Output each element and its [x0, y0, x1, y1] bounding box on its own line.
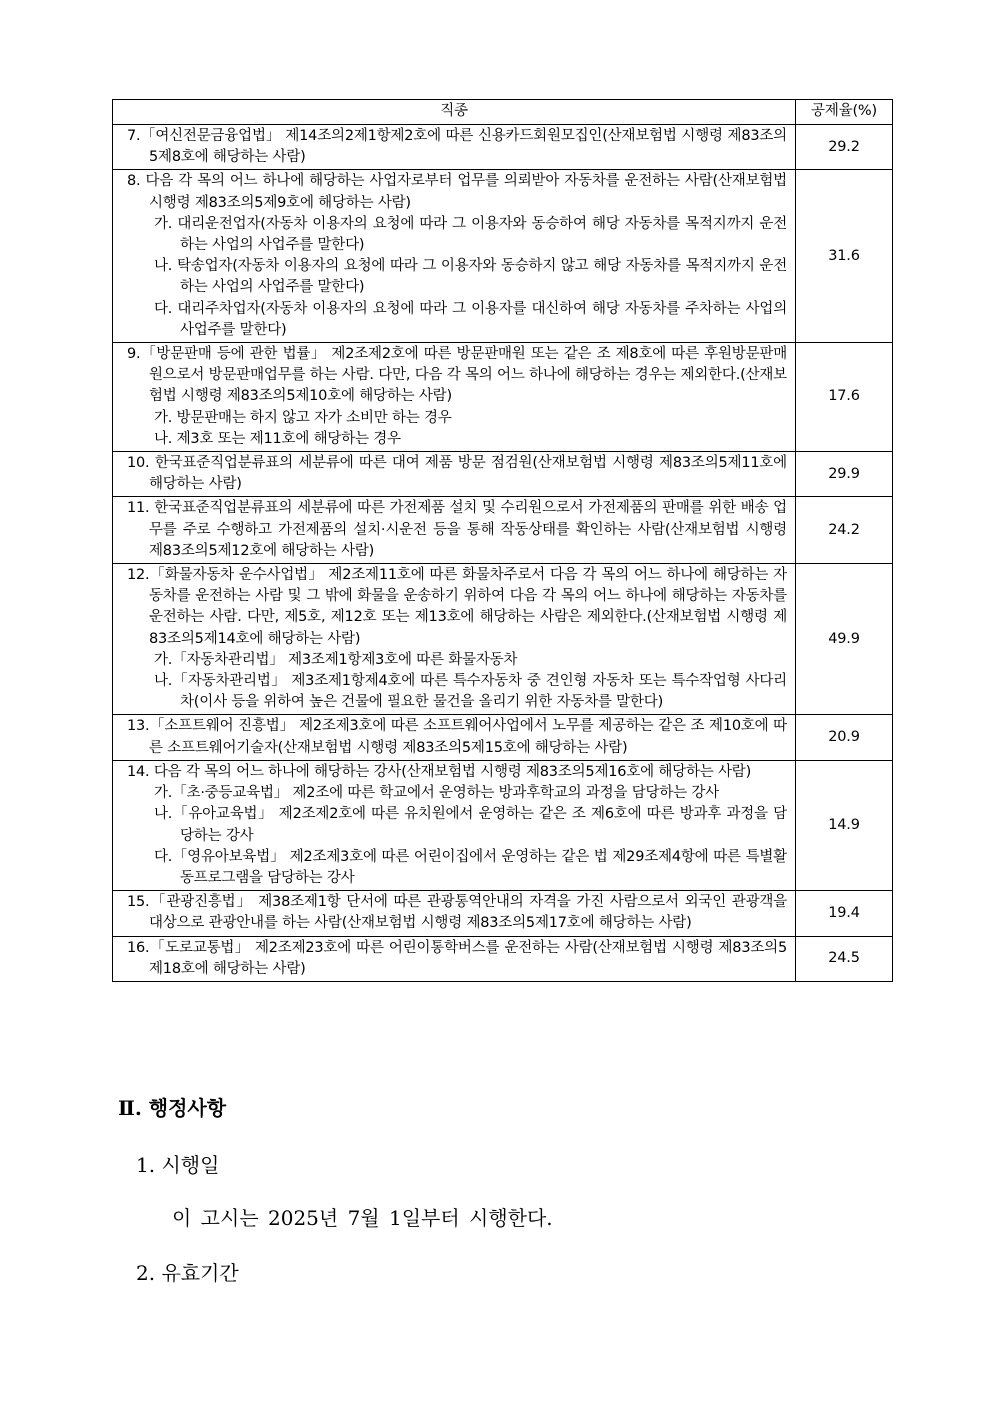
- sub-item: 나. 제3호 또는 제11호에 해당하는 경우: [154, 430, 401, 447]
- occupation-cell: [113, 452, 796, 497]
- table-row: [113, 170, 893, 343]
- deduction-rate-cell: 24.2: [796, 497, 893, 564]
- sub-item: 가. 방문판매는 하지 않고 자가 소비만 하는 경우: [154, 409, 452, 426]
- occupation-cell: [113, 891, 796, 936]
- occupation-cell: [113, 936, 796, 981]
- table-body: [113, 125, 893, 982]
- occupation-description: 16.「도로교통법」 제2조제23호에 따른 어린이통학버스를 운전하는 사람(산재보험법 시행령 제83조의5제18호에 해당하는 사람): [127, 939, 787, 977]
- effective-date-title: 1. 시행일: [136, 1153, 220, 1177]
- occupation-description: 11. 한국표준직업분류표의 세분류에 따른 가전제품 설치 및 수리원으로서 가전제품의 판매를 위한 배송 업무를 주로 수행하고 가전제품의 설치·시운전 등을 통해 작동상태를 확인하는 사람(산재보험법 시행령 제83조의5제12호에 해당하는 사람): [127, 500, 787, 559]
- deduction-rate-cell: 29.9: [796, 452, 893, 497]
- occupation-description: 9.「방문판매 등에 관한 법률」 제2조제2호에 따른 방문판매원 또는 같은 조 제8호에 따른 후원방문판매원으로서 방문판매업무를 하는 사람. 다만, 다음 각 목의 어느 하나에 해당하는 경우는 제외한다.(산재보험법 시행령 제83조의5제10호에 해당하는 사람): [127, 346, 787, 405]
- table-row: [113, 936, 893, 981]
- table-row: [113, 343, 893, 452]
- occupation-rate-table: [112, 99, 893, 982]
- sub-item: 나. 탁송업자(자동차 이용자의 요청에 따라 그 이용자와 동승하지 않고 해당 자동차를 목적지까지 운전하는 사업의 사업주를 말한다): [154, 258, 787, 296]
- effective-date-text: 이 고시는 2025년 7월 1일부터 시행한다.: [172, 1206, 553, 1230]
- table-header-row: [113, 100, 893, 125]
- table-row: [113, 452, 893, 497]
- occupation-cell: [113, 343, 796, 452]
- deduction-rate-cell: 29.2: [796, 125, 893, 170]
- occupation-cell: [113, 497, 796, 564]
- occupation-cell: [113, 170, 796, 343]
- occupation-description: 12.「화물자동차 운수사업법」 제2조제11호에 따른 화물차주로서 다음 각 목의 어느 하나에 해당하는 자동차를 운전하는 사람 및 그 밖에 화물을 운송하기 위하여 다음 각 목의 어느 하나에 해당하는 자동차를 운전하는 사람. 다만, 제5호, 제12호 또는 제13호에 해당하는 사람은 제외한다.(산재보험법 시행령 제83조의5제14호에 해당하는 사람): [127, 567, 787, 647]
- occupation-description: 8. 다음 각 목의 어느 하나에 해당하는 사업자로부터 업무를 의뢰받아 자동차를 운전하는 사람(산재보험법 시행령 제83조의5제9호에 해당하는 사람): [127, 173, 787, 211]
- occupation-cell: [113, 564, 796, 715]
- occupation-description: 7.「여신전문금융업법」 제14조의2제1항제2호에 따른 신용카드회원모집인(산재보험법 시행령 제83조의5제8호에 해당하는 사람): [127, 128, 787, 166]
- sub-item: 다.「영유아보육법」 제2조제3호에 따른 어린이집에서 운영하는 같은 법 제29조제4항에 따른 특별활동프로그램을 담당하는 강사: [154, 848, 787, 886]
- table-row: [113, 564, 893, 715]
- deduction-rate-cell: 14.9: [796, 760, 893, 890]
- deduction-rate-cell: 20.9: [796, 715, 893, 760]
- occupation-cell: [113, 715, 796, 760]
- deduction-rate-cell: 24.5: [796, 936, 893, 981]
- sub-item: 나.「자동차관리법」 제3조제1항제4호에 따른 특수자동차 중 견인형 자동차 또는 특수작업형 사다리차(이사 등을 위하여 높은 건물에 필요한 물건을 올리기 위한 자동차를 말한다): [154, 673, 787, 711]
- validity-title: 2. 유효기간: [136, 1261, 239, 1285]
- table-row: [113, 497, 893, 564]
- table-row: [113, 125, 893, 170]
- deduction-rate-cell: 19.4: [796, 891, 893, 936]
- sub-item: 다. 대리주차업자(자동차 이용자의 요청에 따라 그 이용자를 대신하여 해당 자동차를 주차하는 사업의 사업주를 말한다): [154, 300, 787, 338]
- header-occupation: 직종: [113, 100, 796, 125]
- deduction-rate-cell: 49.9: [796, 564, 893, 715]
- sub-item: 가.「자동차관리법」 제3조제1항제3호에 따른 화물자동차: [154, 651, 518, 668]
- sub-item: 나.「유아교육법」 제2조제2호에 따른 유치원에서 운영하는 같은 조 제6호에 따른 방과후 과정을 담당하는 강사: [154, 806, 787, 844]
- table-row: [113, 760, 893, 890]
- occupation-description: 10. 한국표준직업분류표의 세분류에 따른 대여 제품 방문 점검원(산재보험법 시행령 제83조의5제11호에 해당하는 사람): [127, 455, 787, 493]
- occupation-description: 13.「소프트웨어 진흥법」 제2조제3호에 따른 소프트웨어사업에서 노무를 제공하는 같은 조 제10호에 따른 소프트웨어기술자(산재보험법 시행령 제83조의5제15호에 해당하는 사람): [127, 718, 787, 756]
- occupation-cell: [113, 760, 796, 890]
- table-row: [113, 891, 893, 936]
- sub-item: 가.「초·중등교육법」 제2조에 따른 학교에서 운영하는 방과후학교의 과정을 담당하는 강사: [154, 785, 719, 802]
- occupation-description: 15.「관광진흥법」 제38조제1항 단서에 따른 관광통역안내의 자격을 가진 사람으로서 외국인 관광객을 대상으로 관광안내를 하는 사람(산재보험법 시행령 제83조의5제17호에 해당하는 사람): [127, 894, 787, 932]
- table-row: [113, 715, 893, 760]
- header-rate: 공제율(%): [796, 100, 893, 125]
- sub-item: 가. 대리운전업자(자동차 이용자의 요청에 따라 그 이용자와 동승하여 해당 자동차를 목적지까지 운전하는 사업의 사업주를 말한다): [154, 215, 787, 254]
- occupation-description: 14. 다음 각 목의 어느 하나에 해당하는 강사(산재보험법 시행령 제83조의5제16호에 해당하는 사람): [127, 763, 752, 780]
- occupation-cell: [113, 125, 796, 170]
- deduction-rate-cell: 17.6: [796, 343, 893, 452]
- section-heading: Ⅱ. 행정사항: [118, 1096, 227, 1120]
- deduction-rate-cell: 31.6: [796, 170, 893, 343]
